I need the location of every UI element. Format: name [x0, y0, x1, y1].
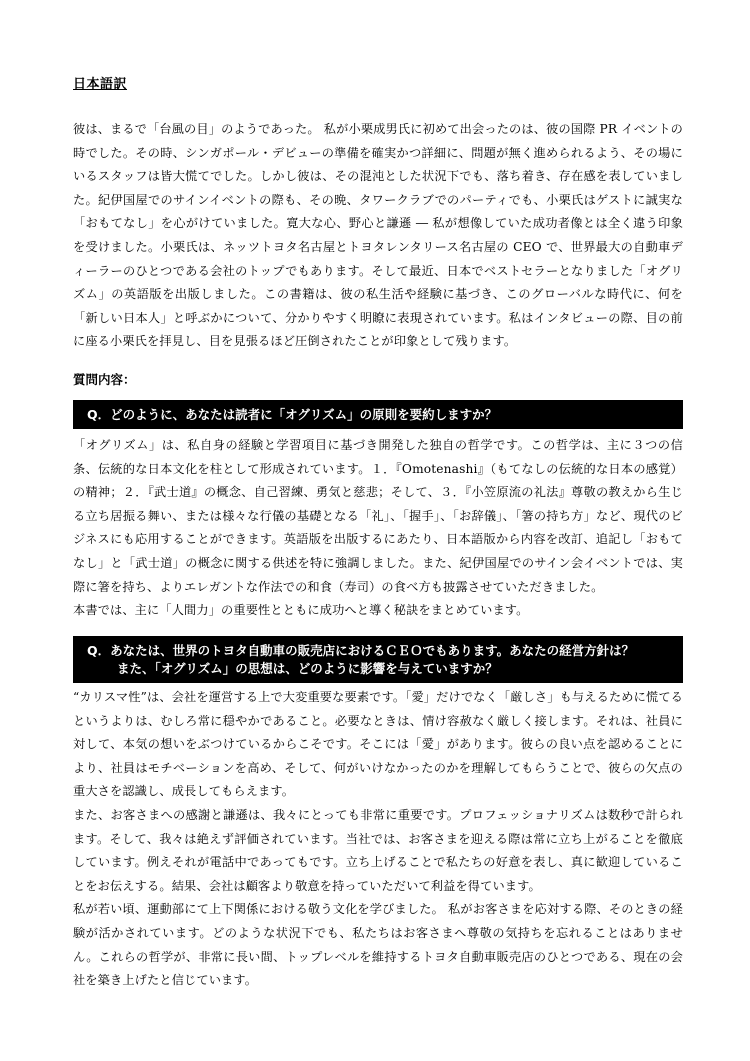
document-heading: 日本語訳: [73, 77, 128, 92]
intro-paragraph: [73, 118, 683, 354]
answer-1-paragraph: 本書では、主に「人間力」の重要性とともに成功へと導く秘訣をまとめています。: [73, 603, 529, 618]
question-2-bar: [73, 636, 683, 683]
answer-1: [73, 434, 683, 623]
intro-text: 彼は、まるで「台風の目」のようであった。 私が小栗成男氏に初めて出会ったのは、彼の国際 PR イベントの時でした。その時、シンガポール・デビューの準備を確実かつ詳細に、問題が無く進められるよう、その場にいるスタッフは皆大慌てでした。しかし彼は、その混沌とした状況下でも、落ち着き、存在感を表していました。紀伊国屋でのサインイベントの際も、その晩、タワークラブでのパーティでも、小栗氏はゲストに誠実な「おもてなし」を心がけていました。寛大な心、野心と謙遜 ― 私が想像していた成功者像とは全く違う印象を受けました。小栗氏は、ネッツトヨタ名古屋とトヨタレンタリース名古屋の CEO で、世界最大の自動車ディーラーのひとつである会社のトップでもあります。そして最近、日本でベストセラーとなりました「オグリズム」の英語版を出版しました。この書籍は、彼の私生活や経験に基づき、このグローバルな時代に、何を「新しい日本人」と呼ぶかについて、分かりやすく明瞭に表現されています。私はインタビューの際、目の前に座る小栗氏を拝見し、目を見張るほど圧倒されたことが印象として残ります。: [73, 122, 683, 349]
question-1-bar: [73, 400, 683, 429]
answer-2-paragraph: “カリスマ性”は、会社を運営する上で大変重要な要素です。「愛」だけでなく「厳しさ」も与えるために慌てるというよりは、むしろ常に穏やかであること。必要なときは、情け容赦なく厳しく接します。それは、社員に対して、本気の想いをぶつけているからこそです。そこには「愛」があります。彼らの良い点を認めることにより、社員はモチベーションを高め、そして、何がいけなかったのかを理解してもらうことで、彼らの欠点の重大さを認識し、成長してもらえます。: [73, 690, 683, 799]
answer-2: [73, 686, 683, 993]
question-2-line-1: Q．あなたは、世界のトヨタ自動車の販売店におけるＣＥＯでもあります。あなたの経営方針は？: [87, 643, 635, 658]
question-2-line-2: また、「オグリズム」の思想は、どのように影響を与えていますか？: [117, 661, 498, 676]
answer-2-paragraph: 私が若い頃、運動部にて上下関係における敬う文化を学びました。 私がお客さまを応対する際、そのときの経験が活かされています。どのような状況下でも、私たちはお客さまへ尊敬の気持ちを忘れることはありません。これらの哲学が、非常に長い間、トップレベルを維持するトヨタ自動車販売店のひとつである、現在の会社を築き上げたと信じています。: [73, 902, 683, 988]
answer-2-paragraph: また、お客さまへの感謝と謙遜は、我々にとっても非常に重要です。プロフェッショナリズムは数秒で計られます。そして、我々は絶えず評価されています。当社では、お客さまを迎える際は常に立ち上がることを徹底しています。例えそれが電話中であってもです。立ち上げることで私たちの好意を表し、真に歓迎していることをお伝えする。結果、会社は顧客より敬意を持っていただいて利益を得ています。: [73, 807, 683, 893]
answer-1-paragraph: 「オグリズム」は、私自身の経験と学習項目に基づき開発した独自の哲学です。この哲学は、主に３つの信条、伝統的な日本文化を柱として形成されています。１．『Omotenashi』（もてなしの伝統的な日本の感覚）の精神；２．『武士道』の概念、自己習練、勇気と慈悲；そして、３．『小笠原流の礼法』尊敬の教えから生じる立ち居振る舞い、または様々な行儀の基礎となる「礼」、「握手」、「お辞儀」、「箸の持ち方」など、現代のビジネスにも応用することができます。英語版を出版するにあたり、日本語版から内容を改訂、追記し「おもてなし」と「武士道」の概念に関する供述を特に強調しました。また、紀伊国屋でのサイン会イベントでは、実際に箸を持ち、よりエレガントな作法での和食（寿司）の食べ方も披露させていただきました。: [73, 438, 683, 594]
questions-label: 質問内容：: [73, 372, 136, 387]
question-1-text: Q．どのように、あなたは読者に「オグリズム」の原則を要約しますか？: [87, 407, 498, 422]
